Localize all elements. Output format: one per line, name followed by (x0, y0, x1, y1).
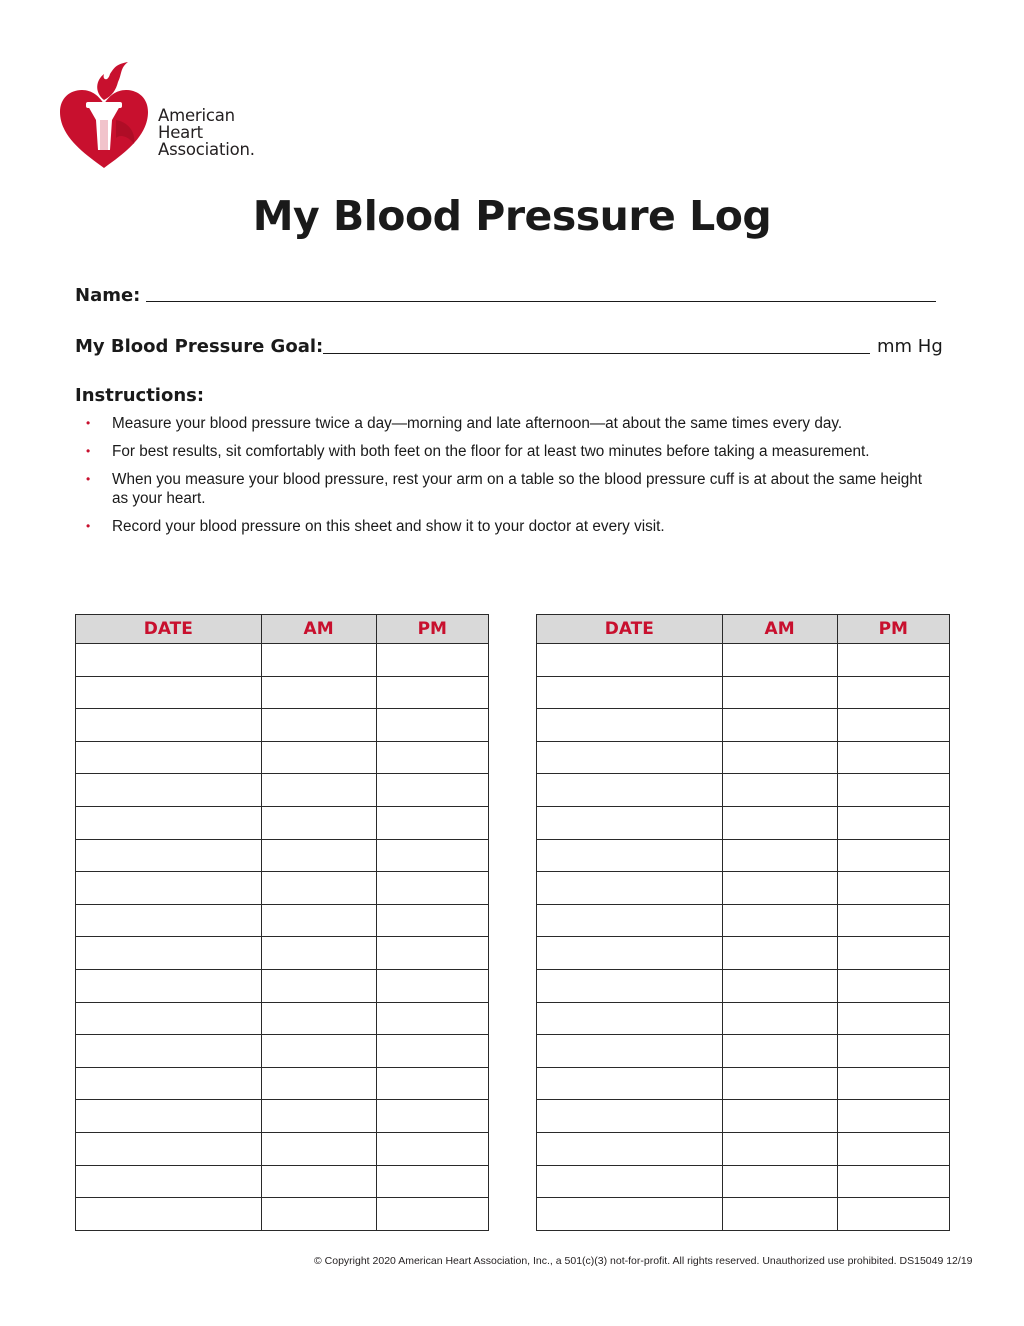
date-cell[interactable] (537, 1035, 723, 1068)
am-cell[interactable] (722, 676, 837, 709)
date-cell[interactable] (76, 969, 262, 1002)
list-item (86, 414, 936, 433)
am-cell[interactable] (261, 806, 376, 839)
date-cell[interactable] (76, 839, 262, 872)
am-cell[interactable] (261, 741, 376, 774)
table-row (537, 806, 950, 839)
am-cell[interactable] (722, 644, 837, 677)
date-cell[interactable] (537, 839, 723, 872)
table-row (76, 1198, 489, 1231)
pm-cell[interactable] (837, 937, 949, 970)
pm-cell[interactable] (376, 644, 488, 677)
list-item (86, 470, 936, 508)
date-cell[interactable] (537, 872, 723, 905)
am-cell[interactable] (261, 839, 376, 872)
pm-cell[interactable] (837, 644, 949, 677)
table-row (537, 937, 950, 970)
pm-cell[interactable] (376, 872, 488, 905)
am-cell[interactable] (261, 774, 376, 807)
am-cell[interactable] (261, 1165, 376, 1198)
pm-cell[interactable] (837, 806, 949, 839)
date-cell[interactable] (537, 1165, 723, 1198)
table-row (537, 839, 950, 872)
pm-cell[interactable] (837, 1132, 949, 1165)
date-cell[interactable] (76, 1165, 262, 1198)
date-cell[interactable] (537, 676, 723, 709)
am-cell[interactable] (722, 1035, 837, 1068)
date-cell[interactable] (537, 904, 723, 937)
logo-wordmark (158, 107, 255, 158)
date-cell[interactable] (537, 1067, 723, 1100)
am-cell[interactable] (722, 1067, 837, 1100)
am-cell[interactable] (722, 1100, 837, 1133)
table-row (76, 774, 489, 807)
am-cell[interactable] (261, 1067, 376, 1100)
am-cell[interactable] (722, 904, 837, 937)
table-row (537, 1067, 950, 1100)
table-row (76, 937, 489, 970)
table-row (76, 676, 489, 709)
table-row (76, 1165, 489, 1198)
instructions-list (86, 414, 936, 545)
date-cell[interactable] (76, 1198, 262, 1231)
date-cell[interactable] (76, 1035, 262, 1068)
date-cell[interactable] (76, 937, 262, 970)
pm-cell[interactable] (837, 774, 949, 807)
table-row (76, 1100, 489, 1133)
am-cell[interactable] (261, 676, 376, 709)
am-cell[interactable] (261, 904, 376, 937)
table-row (76, 1132, 489, 1165)
am-cell[interactable] (722, 937, 837, 970)
goal-unit: mm Hg (877, 336, 943, 357)
pm-cell[interactable] (376, 1198, 488, 1231)
pm-cell[interactable] (837, 741, 949, 774)
pm-cell[interactable] (837, 1198, 949, 1231)
date-cell[interactable] (76, 1067, 262, 1100)
pm-cell[interactable] (376, 806, 488, 839)
am-header: AM (261, 615, 376, 644)
table-row (537, 741, 950, 774)
pm-cell[interactable] (376, 1100, 488, 1133)
pm-cell[interactable] (376, 1132, 488, 1165)
table-row (76, 644, 489, 677)
pm-cell[interactable] (376, 937, 488, 970)
am-cell[interactable] (261, 1100, 376, 1133)
instruction-text: When you measure your blood pressure, rest your arm on a table so the blood pressure cuff is at about the same height as your heart. (112, 471, 923, 507)
pm-header: PM (376, 615, 488, 644)
date-cell[interactable] (76, 1002, 262, 1035)
bullet-icon: • (86, 416, 91, 430)
date-cell[interactable] (537, 969, 723, 1002)
date-cell[interactable] (76, 1100, 262, 1133)
bullet-icon: • (86, 444, 91, 458)
name-label: Name: (75, 285, 141, 306)
log-table-left (75, 614, 489, 1231)
am-cell[interactable] (722, 709, 837, 742)
date-cell[interactable] (76, 806, 262, 839)
date-cell[interactable] (537, 741, 723, 774)
date-cell[interactable] (537, 644, 723, 677)
name-field[interactable] (146, 300, 936, 302)
page-title: My Blood Pressure Log (252, 192, 772, 240)
table-row (76, 1067, 489, 1100)
am-cell[interactable] (722, 1002, 837, 1035)
pm-cell[interactable] (837, 1035, 949, 1068)
list-item (86, 517, 936, 536)
table-row (76, 741, 489, 774)
log-table-body (537, 644, 950, 1231)
date-cell[interactable] (537, 709, 723, 742)
pm-cell[interactable] (376, 741, 488, 774)
pm-cell[interactable] (837, 872, 949, 905)
table-row (537, 1100, 950, 1133)
table-row (76, 839, 489, 872)
table-row (76, 1035, 489, 1068)
goal-field[interactable] (323, 352, 870, 354)
date-cell[interactable] (537, 937, 723, 970)
table-row (537, 1165, 950, 1198)
am-cell[interactable] (261, 872, 376, 905)
date-header: DATE (537, 615, 723, 644)
table-row (76, 1002, 489, 1035)
pm-cell[interactable] (837, 1100, 949, 1133)
am-cell[interactable] (722, 1198, 837, 1231)
date-cell[interactable] (537, 774, 723, 807)
pm-cell[interactable] (376, 774, 488, 807)
am-cell[interactable] (261, 709, 376, 742)
pm-cell[interactable] (376, 676, 488, 709)
am-cell[interactable] (261, 644, 376, 677)
instruction-text: Measure your blood pressure twice a day—morning and late afternoon—at about the same times every day. (112, 415, 843, 432)
table-row (537, 644, 950, 677)
table-row (537, 1002, 950, 1035)
date-cell[interactable] (76, 1132, 262, 1165)
table-row (537, 1198, 950, 1231)
date-cell[interactable] (537, 1002, 723, 1035)
date-cell[interactable] (537, 806, 723, 839)
date-cell[interactable] (76, 709, 262, 742)
pm-cell[interactable] (837, 969, 949, 1002)
date-cell[interactable] (76, 644, 262, 677)
instruction-text: For best results, sit comfortably with both feet on the floor for at least two minutes before taking a measurement. (112, 443, 870, 460)
am-cell[interactable] (722, 969, 837, 1002)
date-cell[interactable] (76, 872, 262, 905)
heart-torch-icon (58, 60, 150, 172)
log-table-body (76, 644, 489, 1231)
am-cell[interactable] (261, 1198, 376, 1231)
goal-label: My Blood Pressure Goal: (75, 336, 324, 357)
am-cell[interactable] (722, 1132, 837, 1165)
table-row (76, 872, 489, 905)
aha-logo (58, 60, 278, 172)
copyright-footer: © Copyright 2020 American Heart Association, Inc., a 501(c)(3) not-for-profit. All rights reserved. Unauthorized use prohibited. DS15049 12/19 (314, 1255, 973, 1267)
am-cell[interactable] (722, 774, 837, 807)
instructions-heading: Instructions: (75, 385, 205, 406)
date-cell[interactable] (537, 1132, 723, 1165)
am-cell[interactable] (261, 1002, 376, 1035)
date-cell[interactable] (76, 741, 262, 774)
table-row (537, 904, 950, 937)
pm-cell[interactable] (837, 904, 949, 937)
pm-header: PM (837, 615, 949, 644)
table-row (537, 1132, 950, 1165)
am-cell[interactable] (261, 937, 376, 970)
pm-cell[interactable] (837, 839, 949, 872)
pm-cell[interactable] (837, 676, 949, 709)
pm-cell[interactable] (837, 709, 949, 742)
table-row (537, 872, 950, 905)
table-row (537, 1035, 950, 1068)
pm-cell[interactable] (376, 1165, 488, 1198)
date-cell[interactable] (76, 904, 262, 937)
am-cell[interactable] (261, 1132, 376, 1165)
pm-cell[interactable] (837, 1165, 949, 1198)
pm-cell[interactable] (837, 1002, 949, 1035)
logo-line-1: American (158, 106, 235, 125)
date-cell[interactable] (537, 1198, 723, 1231)
am-header: AM (722, 615, 837, 644)
am-cell[interactable] (722, 839, 837, 872)
pm-cell[interactable] (376, 1067, 488, 1100)
instruction-text: Record your blood pressure on this sheet and show it to your doctor at every visit. (112, 518, 665, 535)
am-cell[interactable] (722, 741, 837, 774)
am-cell[interactable] (722, 872, 837, 905)
am-cell[interactable] (722, 1165, 837, 1198)
table-header-row (76, 615, 489, 644)
table-header-row (537, 615, 950, 644)
table-row (76, 904, 489, 937)
table-row (537, 969, 950, 1002)
date-header: DATE (76, 615, 262, 644)
pm-cell[interactable] (837, 1067, 949, 1100)
pm-cell[interactable] (376, 1002, 488, 1035)
table-row (537, 676, 950, 709)
pm-cell[interactable] (376, 969, 488, 1002)
bullet-icon: • (86, 519, 91, 533)
table-row (537, 774, 950, 807)
log-table-right (536, 614, 950, 1231)
pm-cell[interactable] (376, 839, 488, 872)
am-cell[interactable] (261, 1035, 376, 1068)
date-cell[interactable] (76, 676, 262, 709)
date-cell[interactable] (537, 1100, 723, 1133)
am-cell[interactable] (722, 806, 837, 839)
pm-cell[interactable] (376, 904, 488, 937)
table-row (76, 969, 489, 1002)
table-row (76, 709, 489, 742)
table-row (76, 806, 489, 839)
table-row (537, 709, 950, 742)
bullet-icon: • (86, 472, 91, 486)
pm-cell[interactable] (376, 709, 488, 742)
am-cell[interactable] (261, 969, 376, 1002)
list-item (86, 442, 936, 461)
logo-line-3: Association. (158, 140, 255, 159)
pm-cell[interactable] (376, 1035, 488, 1068)
date-cell[interactable] (76, 774, 262, 807)
logo-line-2: Heart (158, 123, 203, 142)
